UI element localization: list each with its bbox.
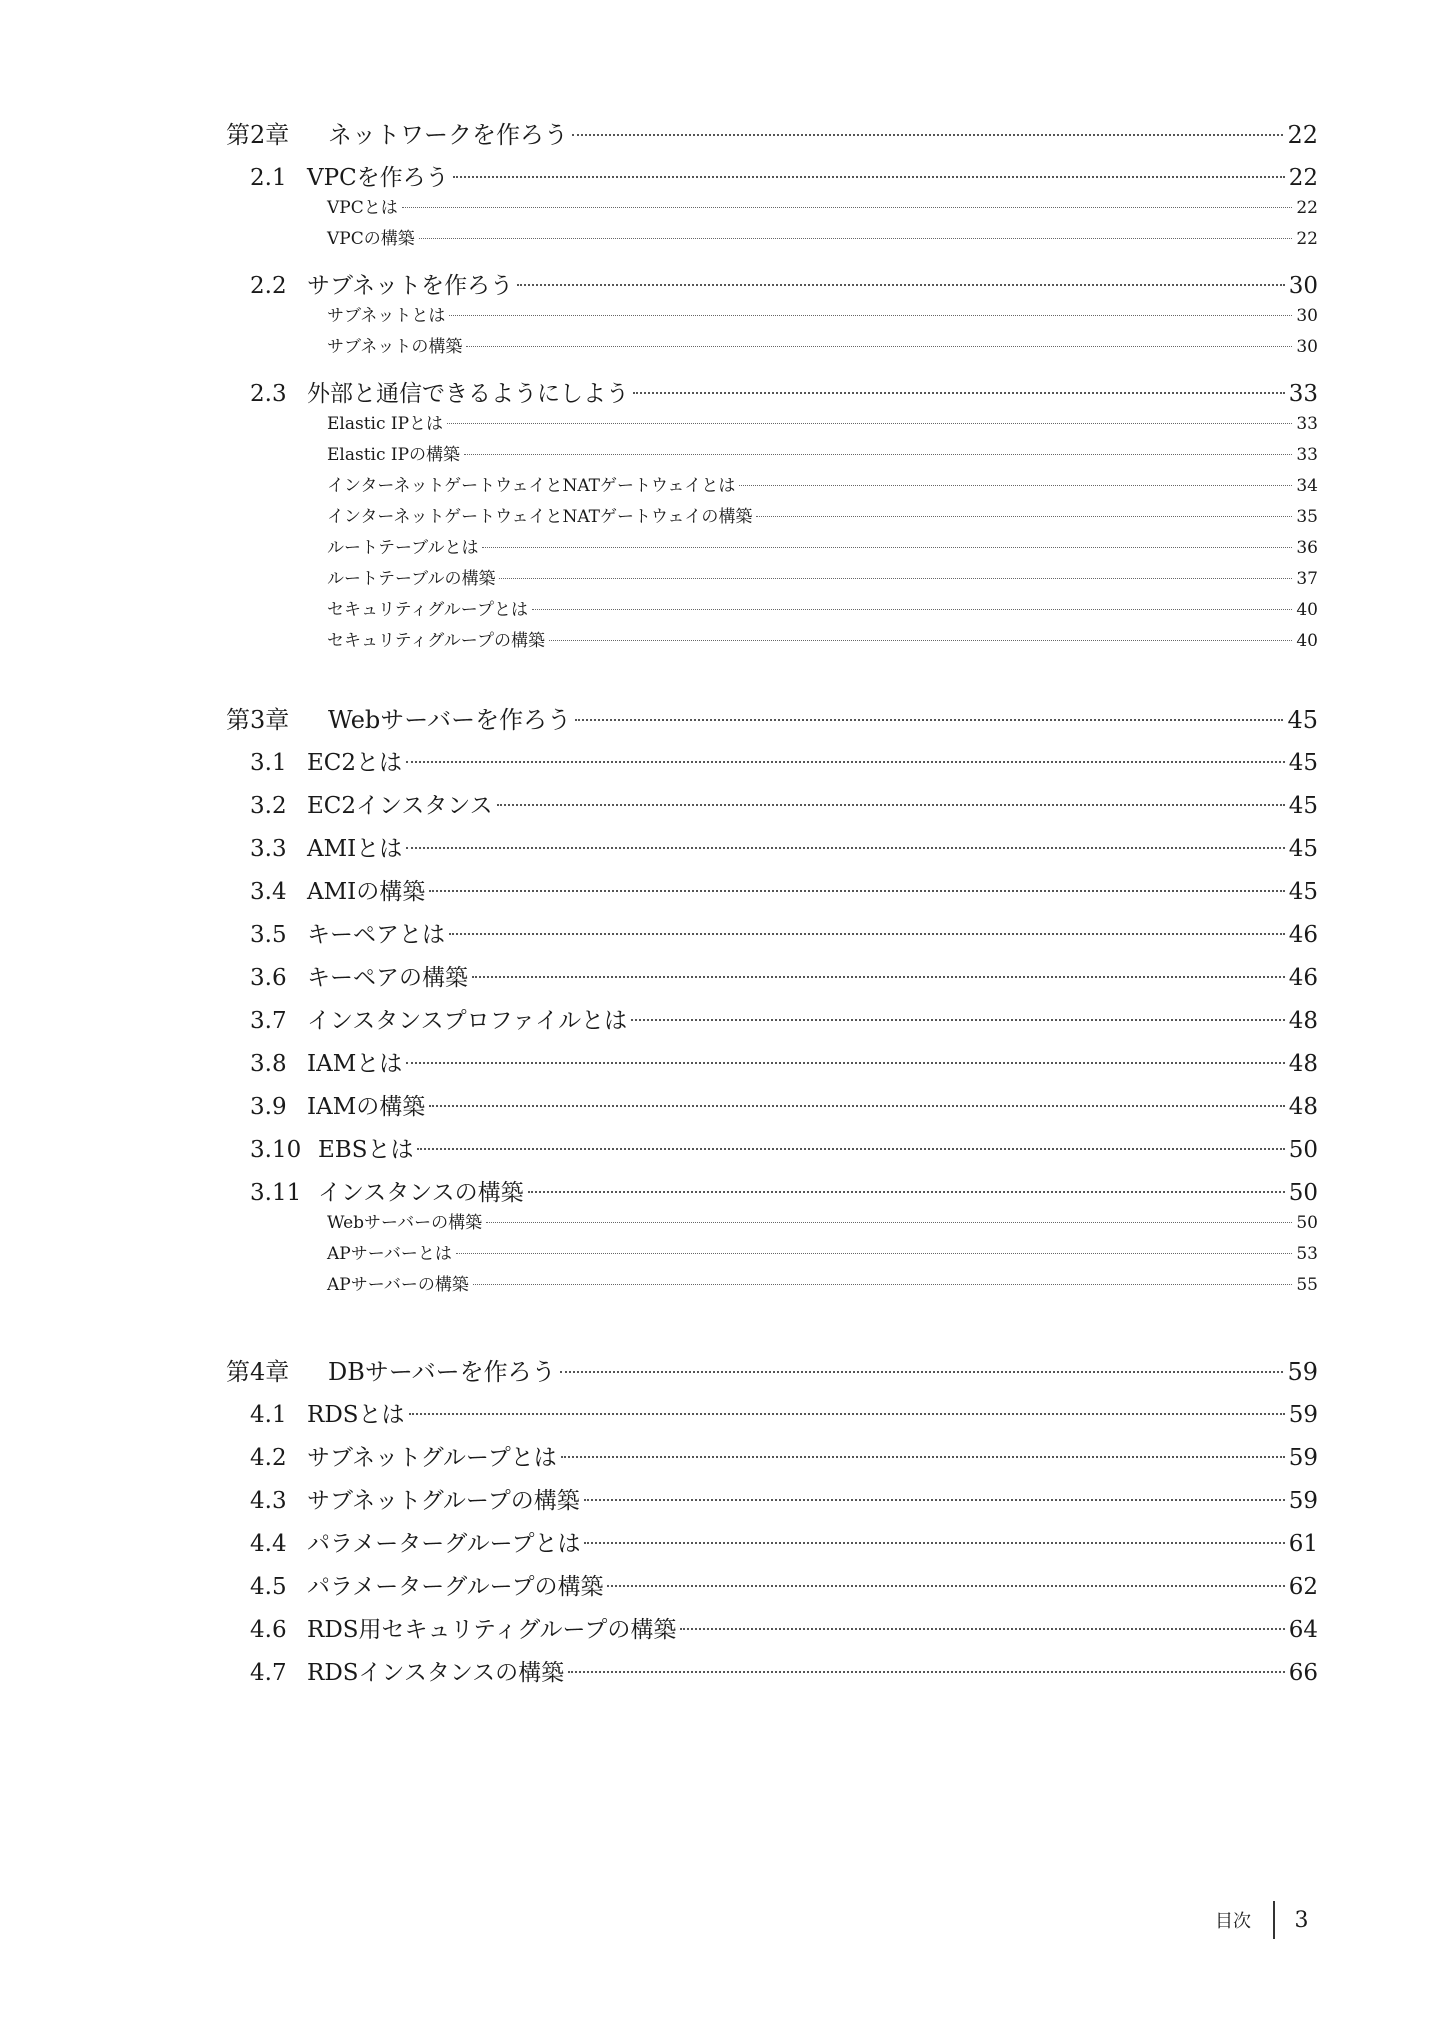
- subsection-entry-page-number: 30: [1296, 337, 1318, 357]
- dot-leader: [532, 609, 1292, 610]
- section-entry-title: サブネットグループとは: [307, 1445, 557, 1471]
- dot-leader: [466, 346, 1292, 347]
- subsection-entry-title: ルートテーブルとは: [327, 538, 479, 558]
- section-entry[interactable]: [0, 959, 1318, 1002]
- subsection-entry-title: Elastic IPとは: [327, 414, 444, 434]
- dot-leader: [447, 423, 1292, 424]
- chapter-heading[interactable]: [0, 1352, 1318, 1396]
- subsection-entry[interactable]: [0, 471, 1318, 502]
- section-entry-page-number: 46: [1288, 965, 1318, 991]
- section-entry-page-number: 30: [1288, 273, 1318, 299]
- section-entry-page-number: 50: [1288, 1180, 1318, 1206]
- subsection-entry-title: セキュリティグループの構築: [327, 631, 545, 651]
- subsection-list: [0, 1208, 1318, 1301]
- section-entry-title: インスタンスの構築: [318, 1180, 524, 1206]
- dot-leader: [486, 1222, 1292, 1223]
- dot-leader: [464, 454, 1292, 455]
- section-entry-number: 3.9: [250, 1094, 287, 1120]
- section-entry-title: IAMの構築: [307, 1094, 426, 1120]
- footer-page-number: 3: [1294, 1907, 1309, 1933]
- subsection-entry-title: ルートテーブルの構築: [327, 569, 496, 589]
- subsection-entry[interactable]: [0, 440, 1318, 471]
- dot-leader: [402, 207, 1293, 208]
- subsection-entry[interactable]: [0, 1270, 1318, 1301]
- section-entry-page-number: 45: [1288, 836, 1318, 862]
- section-entry-page-number: 45: [1288, 750, 1318, 776]
- subsection-entry-title: Webサーバーの構築: [327, 1213, 483, 1233]
- subsection-entry[interactable]: [0, 1239, 1318, 1270]
- section-entry-title: AMIとは: [307, 836, 403, 862]
- section-entry-number: 3.11: [250, 1180, 302, 1206]
- subsection-entry[interactable]: [0, 332, 1318, 363]
- chapter-block: [0, 700, 1318, 1313]
- subsection-entry-title: サブネットとは: [327, 306, 446, 326]
- chapter-heading-title: Webサーバーを作ろう: [328, 706, 572, 734]
- subsection-entry[interactable]: [0, 409, 1318, 440]
- section-entry[interactable]: [0, 1611, 1318, 1654]
- dot-leader: [499, 578, 1292, 579]
- section-entry-title: VPCを作ろう: [307, 165, 449, 191]
- subsection-entry-title: インターネットゲートウェイとNATゲートウェイの構築: [327, 507, 753, 527]
- subsection-entry[interactable]: [0, 301, 1318, 332]
- subsection-entry[interactable]: [0, 595, 1318, 626]
- dot-leader: [756, 516, 1292, 517]
- chapter-block: [0, 115, 1318, 669]
- section-entry-number: 4.2: [250, 1445, 287, 1471]
- subsection-entry-page-number: 40: [1296, 631, 1318, 651]
- chapter-heading[interactable]: [0, 115, 1318, 159]
- section-entry-number: 3.3: [250, 836, 287, 862]
- section-entry-title: インスタンスプロファイルとは: [307, 1008, 628, 1034]
- subsection-list: [0, 301, 1318, 363]
- section-entry[interactable]: [0, 1131, 1318, 1174]
- dot-leader: [409, 1413, 1285, 1415]
- dot-leader: [560, 1371, 1284, 1373]
- chapter-heading[interactable]: [0, 700, 1318, 744]
- section-entry[interactable]: [0, 1525, 1318, 1568]
- page-footer: [1215, 1900, 1309, 1940]
- subsection-entry[interactable]: [0, 224, 1318, 255]
- subsection-entry-page-number: 36: [1296, 538, 1318, 558]
- subsection-list: [0, 193, 1318, 255]
- dot-leader: [568, 1671, 1285, 1673]
- dot-leader: [584, 1499, 1285, 1501]
- section-entry-page-number: 59: [1288, 1488, 1318, 1514]
- section-entry-page-number: 64: [1288, 1617, 1318, 1643]
- section-entry-title: RDSインスタンスの構築: [307, 1660, 565, 1686]
- section-entry-page-number: 48: [1288, 1051, 1318, 1077]
- subsection-entry-page-number: 50: [1296, 1213, 1318, 1233]
- section-entry[interactable]: [0, 1088, 1318, 1131]
- chapter-block: [0, 1352, 1318, 1697]
- dot-leader: [472, 976, 1285, 978]
- dot-leader: [429, 890, 1284, 892]
- dot-leader: [482, 547, 1292, 548]
- subsection-entry[interactable]: [0, 193, 1318, 224]
- chapter-heading-page-number: 22: [1287, 121, 1318, 149]
- dot-leader: [575, 719, 1283, 721]
- chapter-heading-number: 第2章: [226, 121, 290, 149]
- subsection-list: [0, 409, 1318, 657]
- section-entry-title: EBSとは: [318, 1137, 414, 1163]
- dot-leader: [549, 640, 1292, 641]
- section-entry-title: キーペアの構築: [307, 965, 468, 991]
- section-entry-number: 4.7: [250, 1660, 287, 1686]
- section-entry-page-number: 48: [1288, 1008, 1318, 1034]
- section-entry-page-number: 45: [1288, 793, 1318, 819]
- subsection-entry-page-number: 22: [1296, 229, 1318, 249]
- subsection-entry-title: VPCの構築: [327, 229, 415, 249]
- footer-label: 目次: [1215, 1911, 1251, 1932]
- footer-divider: [1273, 1901, 1275, 1939]
- section-entry[interactable]: [0, 267, 1318, 301]
- section-entry-number: 2.1: [250, 165, 287, 191]
- subsection-entry[interactable]: [0, 533, 1318, 564]
- section-entry[interactable]: [0, 873, 1318, 916]
- section-entry-page-number: 48: [1288, 1094, 1318, 1120]
- section-entry-number: 4.1: [250, 1402, 287, 1428]
- section-entry-page-number: 50: [1288, 1137, 1318, 1163]
- dot-leader: [406, 847, 1284, 849]
- section-entry-page-number: 61: [1288, 1531, 1318, 1557]
- section-entry-number: 3.10: [250, 1137, 302, 1163]
- subsection-entry-page-number: 30: [1296, 306, 1318, 326]
- section-entry-number: 3.7: [250, 1008, 287, 1034]
- subsection-entry[interactable]: [0, 564, 1318, 595]
- dot-leader: [584, 1542, 1284, 1544]
- subsection-entry-page-number: 34: [1296, 476, 1318, 496]
- dot-leader: [473, 1284, 1292, 1285]
- subsection-entry-title: セキュリティグループとは: [327, 600, 528, 620]
- dot-leader: [497, 804, 1285, 806]
- dot-leader: [453, 176, 1285, 178]
- dot-leader: [417, 1148, 1284, 1150]
- dot-leader: [607, 1585, 1284, 1587]
- dot-leader: [449, 933, 1285, 935]
- section-entry-number: 3.8: [250, 1051, 287, 1077]
- chapter-heading-number: 第3章: [226, 706, 290, 734]
- dot-leader: [419, 238, 1293, 239]
- section-entry-page-number: 45: [1288, 879, 1318, 905]
- dot-leader: [406, 1062, 1284, 1064]
- section-entry-number: 3.6: [250, 965, 287, 991]
- section-entry-title: サブネットを作ろう: [307, 273, 514, 299]
- section-entry-title: AMIの構築: [307, 879, 426, 905]
- dot-leader: [680, 1628, 1284, 1630]
- subsection-entry[interactable]: [0, 626, 1318, 657]
- dot-leader: [739, 485, 1292, 486]
- subsection-entry-page-number: 35: [1296, 507, 1318, 527]
- section-entry[interactable]: [0, 1654, 1318, 1697]
- section-entry-page-number: 22: [1288, 165, 1318, 191]
- subsection-entry-page-number: 53: [1296, 1244, 1318, 1264]
- section-entry[interactable]: [0, 1002, 1318, 1045]
- section-entry-page-number: 33: [1288, 381, 1318, 407]
- subsection-entry-title: インターネットゲートウェイとNATゲートウェイとは: [327, 476, 736, 496]
- section-entry-title: サブネットグループの構築: [307, 1488, 580, 1514]
- subsection-entry-page-number: 33: [1296, 445, 1318, 465]
- section-entry-title: RDS用セキュリティグループの構築: [307, 1617, 677, 1643]
- chapter-heading-title: ネットワークを作ろう: [328, 121, 568, 149]
- section-entry-number: 3.4: [250, 879, 287, 905]
- section-entry-title: パラメーターグループとは: [307, 1531, 581, 1557]
- section-entry[interactable]: [0, 1396, 1318, 1439]
- dot-leader: [517, 284, 1285, 286]
- section-entry-title: EC2インスタンス: [307, 793, 493, 819]
- dot-leader: [528, 1191, 1285, 1193]
- subsection-entry-page-number: 22: [1296, 198, 1318, 218]
- chapter-heading-number: 第4章: [226, 1358, 290, 1386]
- section-entry[interactable]: [0, 1439, 1318, 1482]
- subsection-entry-title: APサーバーの構築: [327, 1275, 469, 1295]
- section-entry[interactable]: [0, 744, 1318, 787]
- section-entry[interactable]: [0, 830, 1318, 873]
- section-entry-title: EC2とは: [307, 750, 403, 776]
- section-entry[interactable]: [0, 375, 1318, 409]
- dot-leader: [561, 1456, 1285, 1458]
- section-entry-number: 3.1: [250, 750, 287, 776]
- section-entry-page-number: 59: [1288, 1402, 1318, 1428]
- section-entry-number: 4.3: [250, 1488, 287, 1514]
- subsection-entry-page-number: 37: [1296, 569, 1318, 589]
- subsection-entry[interactable]: [0, 1208, 1318, 1239]
- section-entry-title: 外部と通信できるようにしよう: [307, 381, 629, 407]
- subsection-entry-page-number: 55: [1296, 1275, 1318, 1295]
- dot-leader: [406, 761, 1285, 763]
- chapter-heading-page-number: 45: [1287, 706, 1318, 734]
- section-entry-number: 2.3: [250, 381, 287, 407]
- section-entry-number: 4.5: [250, 1574, 287, 1600]
- section-entry-number: 2.2: [250, 273, 287, 299]
- subsection-entry-title: サブネットの構築: [327, 337, 463, 357]
- subsection-entry-page-number: 40: [1296, 600, 1318, 620]
- section-entry-page-number: 46: [1288, 922, 1318, 948]
- subsection-entry-title: APサーバーとは: [327, 1244, 452, 1264]
- section-entry[interactable]: [0, 1045, 1318, 1088]
- section-entry-page-number: 59: [1288, 1445, 1318, 1471]
- chapter-heading-page-number: 59: [1287, 1358, 1318, 1386]
- chapter-heading-title: DBサーバーを作ろう: [328, 1358, 556, 1386]
- section-entry-title: IAMとは: [307, 1051, 403, 1077]
- subsection-entry-page-number: 33: [1296, 414, 1318, 434]
- section-entry-page-number: 66: [1288, 1660, 1318, 1686]
- dot-leader: [429, 1105, 1284, 1107]
- section-entry-number: 4.6: [250, 1617, 287, 1643]
- section-entry[interactable]: [0, 159, 1318, 193]
- section-entry-number: 3.2: [250, 793, 287, 819]
- section-entry[interactable]: [0, 916, 1318, 959]
- section-entry-title: RDSとは: [307, 1402, 405, 1428]
- section-entry[interactable]: [0, 787, 1318, 830]
- subsection-entry[interactable]: [0, 502, 1318, 533]
- section-entry-page-number: 62: [1288, 1574, 1318, 1600]
- dot-leader: [572, 134, 1283, 136]
- section-entry-number: 4.4: [250, 1531, 287, 1557]
- section-entry[interactable]: [0, 1482, 1318, 1525]
- dot-leader: [633, 392, 1285, 394]
- subsection-entry-title: Elastic IPの構築: [327, 445, 461, 465]
- section-entry[interactable]: [0, 1174, 1318, 1208]
- subsection-entry-title: VPCとは: [327, 198, 398, 218]
- dot-leader: [456, 1253, 1292, 1254]
- section-entry-title: パラメーターグループの構築: [307, 1574, 604, 1600]
- section-entry[interactable]: [0, 1568, 1318, 1611]
- section-entry-title: キーペアとは: [307, 922, 445, 948]
- section-entry-number: 3.5: [250, 922, 287, 948]
- dot-leader: [631, 1019, 1285, 1021]
- dot-leader: [449, 315, 1292, 316]
